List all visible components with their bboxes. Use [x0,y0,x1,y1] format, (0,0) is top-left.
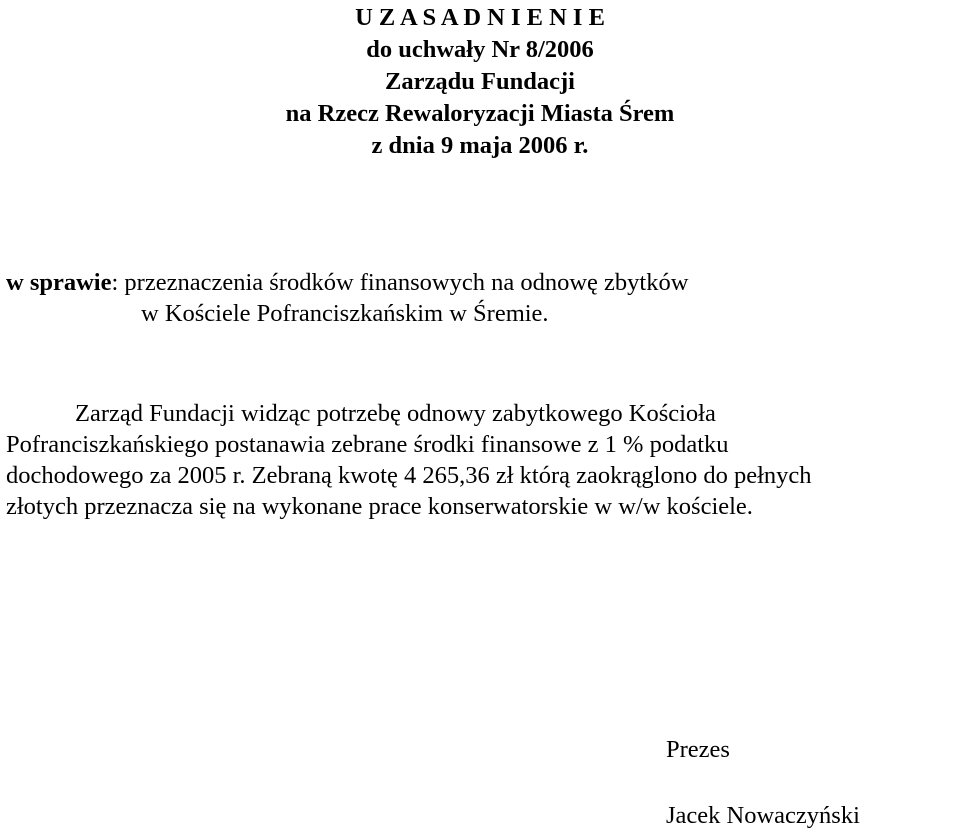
signature-title: Prezes [666,736,730,763]
resolution-date: z dnia 9 maja 2006 r. [371,132,589,159]
body-line-3: dochodowego za 2005 r. Zebraną kwotę 4 265,36 zł którą zaokrąglono do pełnych [6,462,812,489]
body-line-4: złotych przeznacza się na wykonane prace konserwatorskie w w/w kościele. [6,493,753,520]
body-paragraph [6,398,960,522]
foundation-name: na Rzecz Rewaloryzacji Miasta Śrem [285,100,675,127]
subject-section [6,267,688,329]
body-line-2: Pofranciszkańskiego postanawia zebrane środki finansowe z 1 % podatku [6,431,729,458]
subject-lead: w sprawie [6,269,112,296]
body-line-1: Zarząd Fundacji widząc potrzebę odnowy zabytkowego Kościoła [75,400,716,427]
document-title: U Z A S A D N I E N I E [355,4,605,31]
subject-text-2: w Kościele Pofranciszkańskim w Śremie. [141,300,549,327]
resolution-number: do uchwały Nr 8/2006 [366,36,594,63]
subject-line-1 [6,267,688,298]
signature-name: Jacek Nowaczyński [666,802,860,829]
issuing-body: Zarządu Fundacji [385,68,575,95]
subject-text-1: : przeznaczenia środków finansowych na odnowę zbytków [111,269,689,296]
document-header [0,2,960,162]
